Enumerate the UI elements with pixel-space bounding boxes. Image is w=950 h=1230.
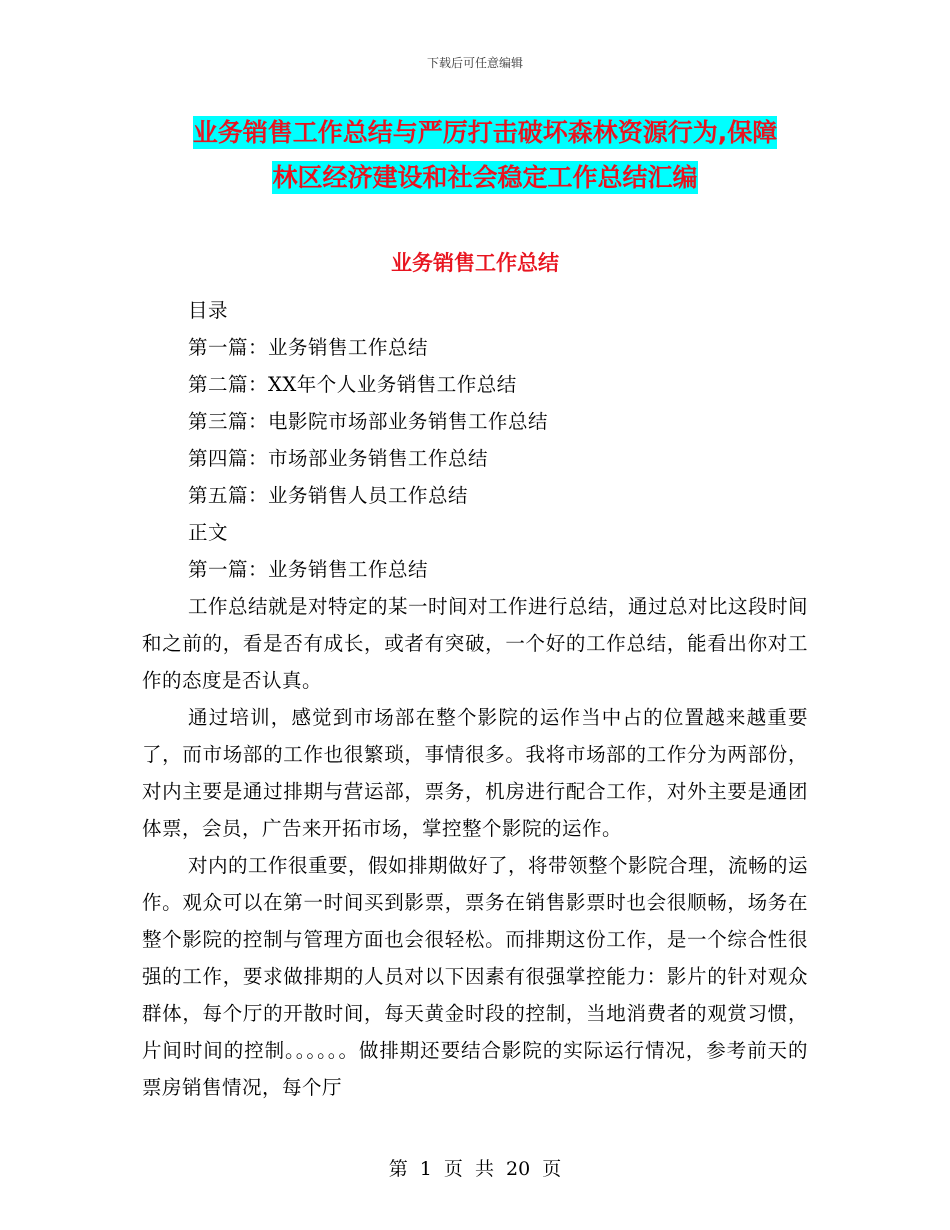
paragraph: 工作总结就是对特定的某一时间对工作进行总结，通过总对比这段时间和之前的，看是否有成长，或者有突破，一个好的工作总结，能看出你对工作的态度是否认真。 (142, 595, 809, 692)
main-title-line-1: 业务销售工作总结与严厉打击破坏森林资源行为,保障 (192, 118, 778, 147)
toc-item: 第二篇：XX年个人业务销售工作总结 (188, 373, 517, 396)
toc-heading: 目录 (188, 299, 229, 322)
paragraph: 对内的工作很重要，假如排期做好了，将带领整个影院合理，流畅的运作。观众可以在第一时间买到影票，票务在销售影票时也会很顺畅，场务在整个影院的控制与管理方面也会很轻松。而排期这份工作，是一个综合性很强的工作，要求做排期的人员对以下因素有很强掌控能力：影片的针对观众群体，每个厅的开散时间，每天黄金时段的控制，当地消费者的观赏习惯，片间时间的控制。。。。。。做排期还要结合影院的实际运行情况，参考前天的票房销售情况，每个厅 (142, 854, 809, 1099)
document-body (142, 292, 808, 1106)
toc-item: 第一篇：业务销售工作总结 (188, 336, 429, 359)
page-footer: 第 1 页 共 20 页 (388, 1158, 562, 1180)
section-title: 业务销售工作总结 (391, 251, 559, 275)
paragraph: 通过培训，感觉到市场部在整个影院的运作当中占的位置越来越重要了，而市场部的工作也很繁琐，事情很多。我将市场部的工作分为两部份，对内主要是通过排期与营运部，票务，机房进行配合工作，对外主要是通团体票，会员，广告来开拓市场，掌控整个影院的运作。 (142, 706, 808, 840)
main-title-line-2: 林区经济建设和社会稳定工作总结汇编 (272, 163, 698, 192)
toc-item: 第三篇：电影院市场部业务销售工作总结 (188, 410, 549, 433)
chapter-title: 第一篇：业务销售工作总结 (188, 558, 429, 581)
toc-item: 第五篇：业务销售人员工作总结 (188, 484, 469, 507)
header-note: 下载后可任意编辑 (426, 56, 523, 70)
toc-item: 第四篇：市场部业务销售工作总结 (188, 447, 489, 470)
body-heading: 正文 (188, 521, 229, 544)
main-title (140, 110, 830, 200)
